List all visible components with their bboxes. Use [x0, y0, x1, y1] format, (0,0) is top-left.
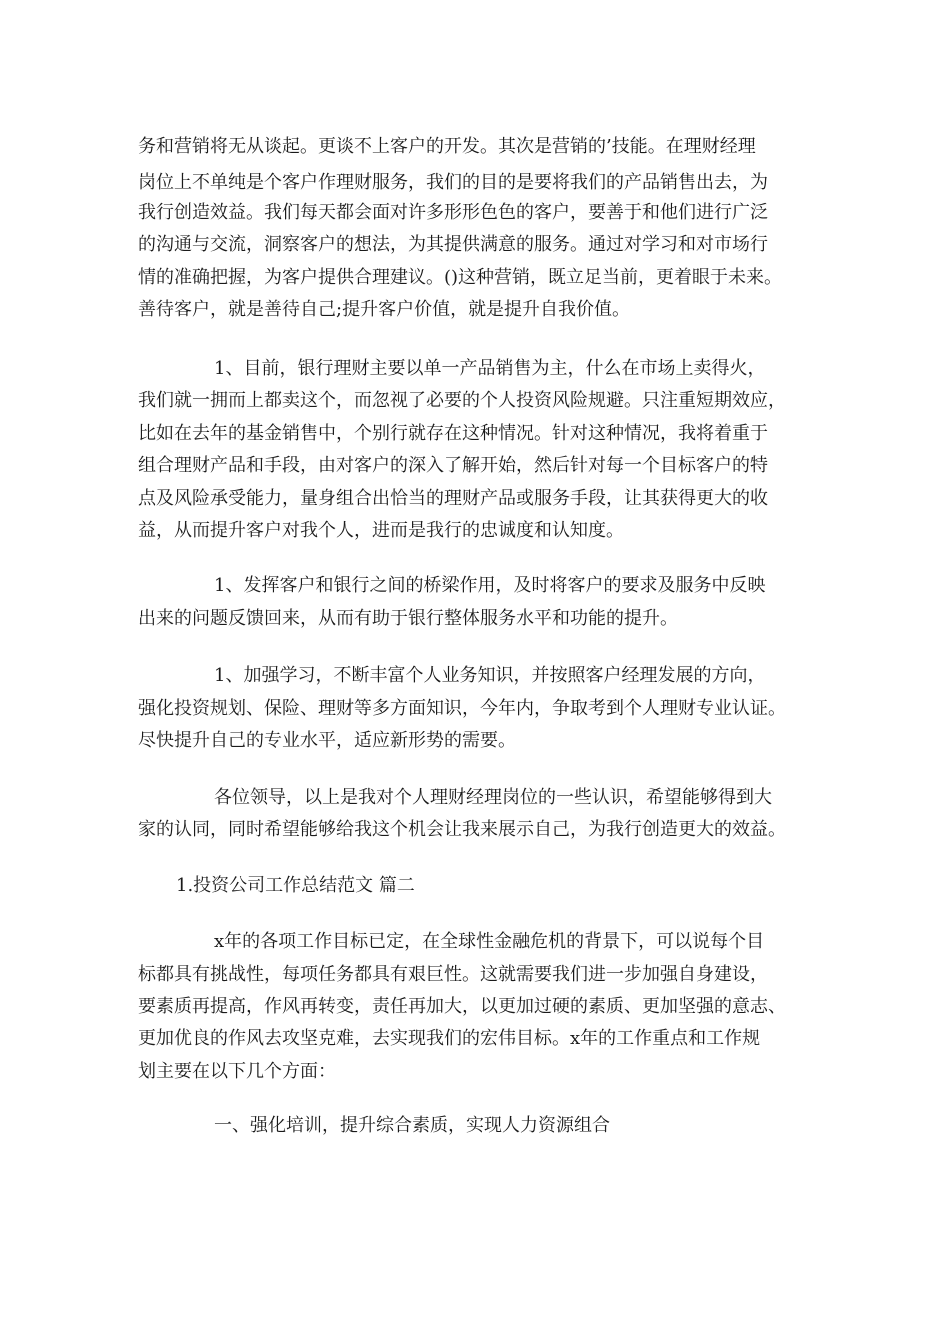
text-line: 出来的问题反馈回来，从而有助于银行整体服务水平和功能的提升。 [138, 608, 678, 629]
text-line: 更加优良的作风去攻坚克难，去实现我们的宏伟目标。x年的工作重点和工作规 [138, 1028, 761, 1049]
text-line: 要素质再提高，作风再转变，责任再加大，以更加过硬的素质、更加坚强的意志、 [138, 996, 786, 1017]
text-line: 益，从而提升客户对我个人，进而是我行的忠诚度和认知度。 [138, 520, 624, 541]
text-line: 岗位上不单纯是个客户作理财服务，我们的目的是要将我们的产品销售出去，为 [138, 172, 768, 193]
text-line: 善待客户，就是善待自己;提升客户价值，就是提升自我价值。 [138, 299, 631, 320]
section-heading: 1.投资公司工作总结范文 篇二 [176, 875, 415, 896]
text-line: 家的认同，同时希望能够给我这个机会让我来展示自己，为我行创造更大的效益。 [138, 819, 786, 840]
text-line: 我行创造效益。我们每天都会面对许多形形色色的客户，要善于和他们进行广泛 [138, 202, 768, 223]
text-line: 点及风险承受能力，量身组合出恰当的理财产品或服务手段，让其获得更大的收 [138, 488, 768, 509]
text-line: 务和营销将无从谈起。更谈不上客户的开发。其次是营销的’技能。在理财经理 [138, 136, 756, 157]
text-line: 比如在去年的基金销售中，个别行就存在这种情况。针对这种情况，我将着重于 [138, 423, 768, 444]
text-line: 划主要在以下几个方面： [138, 1061, 336, 1082]
text-line: 我们就一拥而上都卖这个，而忽视了必要的个人投资风险规避。只注重短期效应， [138, 390, 786, 411]
text-line: 组合理财产品和手段，由对客户的深入了解开始，然后针对每一个目标客户的特 [138, 455, 768, 476]
text-line: 1、加强学习，不断丰富个人业务知识，并按照客户经理发展的方向， [214, 665, 766, 686]
text-line: x年的各项工作目标已定，在全球性金融危机的背景下，可以说每个目 [214, 931, 765, 952]
subsection-heading: 一、强化培训，提升综合素质，实现人力资源组合 [214, 1115, 610, 1136]
text-line: 1、目前，银行理财主要以单一产品销售为主，什么在市场上卖得火， [214, 358, 766, 379]
text-line: 情的准确把握，为客户提供合理建议。()这种营销，既立足当前，更着眼于未来。 [138, 267, 783, 288]
text-line: 尽快提升自己的专业水平，适应新形势的需要。 [138, 730, 516, 751]
text-line: 的沟通与交流，洞察客户的想法，为其提供满意的服务。通过对学习和对市场行 [138, 234, 768, 255]
text-line: 1、发挥客户和银行之间的桥梁作用，及时将客户的要求及服务中反映 [214, 575, 766, 596]
text-line: 标都具有挑战性，每项任务都具有艰巨性。这就需要我们进一步加强自身建设， [138, 964, 768, 985]
text-line: 各位领导，以上是我对个人理财经理岗位的一些认识，希望能够得到大 [214, 787, 772, 808]
text-line: 强化投资规划、保险、理财等多方面知识，今年内，争取考到个人理财专业认证。 [138, 698, 786, 719]
